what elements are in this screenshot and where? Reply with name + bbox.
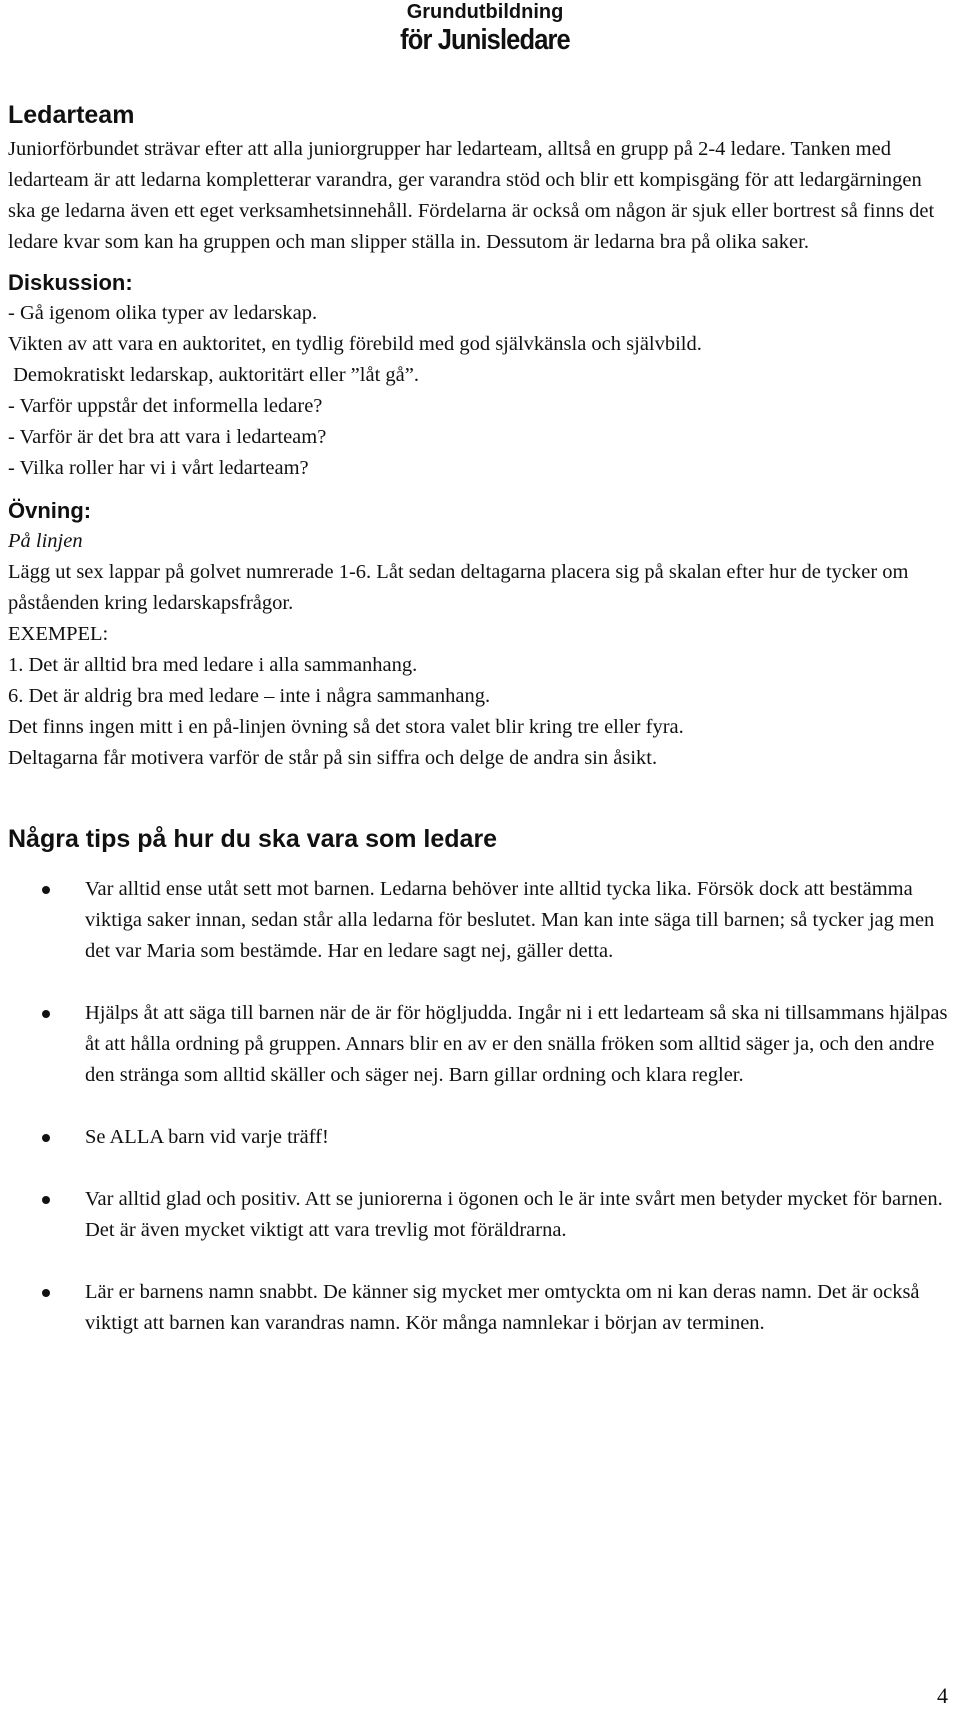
section-ledarteam — [8, 98, 953, 258]
list-item — [8, 1122, 953, 1153]
ovning-line: EXEMPEL: — [8, 623, 109, 645]
header-title: för Junisledare — [400, 24, 570, 56]
paragraph-ovning: Lägg ut sex lappar på golvet numrerade 1-6. Låt sedan deltagarna placera sig på skalan efter hur de tycker om påståenden kring ledarskapsfrågor. — [8, 561, 909, 614]
diskussion-line: - Varför är det bra att vara i ledarteam? — [8, 426, 327, 448]
bullet-icon — [42, 886, 50, 894]
ovning-line: Det finns ingen mitt i en på-linjen övning så det stora valet blir kring tre eller fyra. — [8, 716, 684, 738]
tip-text: Hjälps åt att säga till barnen när de är för högljudda. Ingår ni i ett ledarteam så ska ni tillsammans hjälpas åt att hålla ordning på gruppen. Annars blir en av er den snälla fröken som alltid säger ja, och den andre den stränga som alltid skäller och säger nej. Barn gillar ordning och klara regler. — [85, 1002, 948, 1086]
diskussion-line: - Gå igenom olika typer av ledarskap. — [8, 302, 318, 324]
ovning-line: Deltagarna får motivera varför de står på sin siffra och delge de andra sin åsikt. — [8, 747, 658, 769]
section-tips — [8, 822, 953, 1339]
ovning-line: 1. Det är alltid bra med ledare i alla sammanhang. — [8, 654, 418, 676]
header-subtitle: Grundutbildning — [406, 1, 564, 23]
bullet-icon — [42, 1289, 50, 1297]
subheading-pa-linjen: På linjen — [8, 530, 83, 552]
paragraph-ledarteam: Juniorförbundet strävar efter att alla juniorgrupper har ledarteam, alltså en grupp på 2-4 ledare. Tanken med ledarteam är att ledarna kompletterar varandra, ger varandra stöd och blir ett kompisgäng för att ledargärningen ska ge ledarna även ett eget verksamhetsinnehåll. Fördelarna är också om någon är sjuk eller bortrest så finns det ledare kvar som kan ha gruppen och man slipper ställa in. Dessutom är ledarna bra på olika saker. — [8, 138, 935, 253]
tip-text: Var alltid ense utåt sett mot barnen. Ledarna behöver inte alltid tycka lika. Försök dock att bestämma viktiga saker innan, sedan står alla ledarna för beslutet. Man kan inte säga till barnen; så tycker jag men det var Maria som bestämde. Har en ledare sagt nej, gäller detta. — [85, 878, 935, 962]
diskussion-line: - Varför uppstår det informella ledare? — [8, 395, 323, 417]
list-item — [8, 998, 953, 1091]
section-diskussion — [8, 268, 953, 484]
list-item — [8, 1277, 953, 1339]
page-header — [370, 0, 600, 56]
ovning-line: 6. Det är aldrig bra med ledare – inte i några sammanhang. — [8, 685, 491, 707]
section-ovning — [8, 496, 953, 774]
heading-diskussion: Diskussion: — [8, 270, 133, 295]
tip-text: Se ALLA barn vid varje träff! — [85, 1126, 329, 1148]
diskussion-line: - Vilka roller har vi i vårt ledarteam? — [8, 457, 309, 479]
document-body — [8, 98, 953, 1370]
list-item — [8, 1184, 953, 1246]
page-number: 4 — [937, 1683, 948, 1708]
tip-text: Var alltid glad och positiv. Att se juniorerna i ögonen och le är inte svårt men betyder mycket för barnen. Det är även mycket viktigt att vara trevlig mot föräldrarna. — [85, 1188, 943, 1241]
list-item — [8, 874, 953, 967]
heading-ovning: Övning: — [8, 498, 92, 523]
tips-list — [8, 874, 953, 1339]
heading-ledarteam: Ledarteam — [8, 101, 135, 129]
diskussion-line: Vikten av att vara en auktoritet, en tydlig förebild med god självkänsla och självbild. — [8, 333, 702, 355]
heading-tips: Några tips på hur du ska vara som ledare — [8, 825, 498, 853]
bullet-icon — [42, 1134, 50, 1142]
bullet-icon — [42, 1010, 50, 1018]
bullet-icon — [42, 1196, 50, 1204]
tip-text: Lär er barnens namn snabbt. De känner sig mycket mer omtyckta om ni kan deras namn. Det är också viktigt att barnen kan varandras namn. Kör många namnlekar i början av terminen. — [85, 1281, 920, 1334]
diskussion-line: Demokratiskt ledarskap, auktoritärt eller ”låt gå”. — [8, 364, 419, 386]
